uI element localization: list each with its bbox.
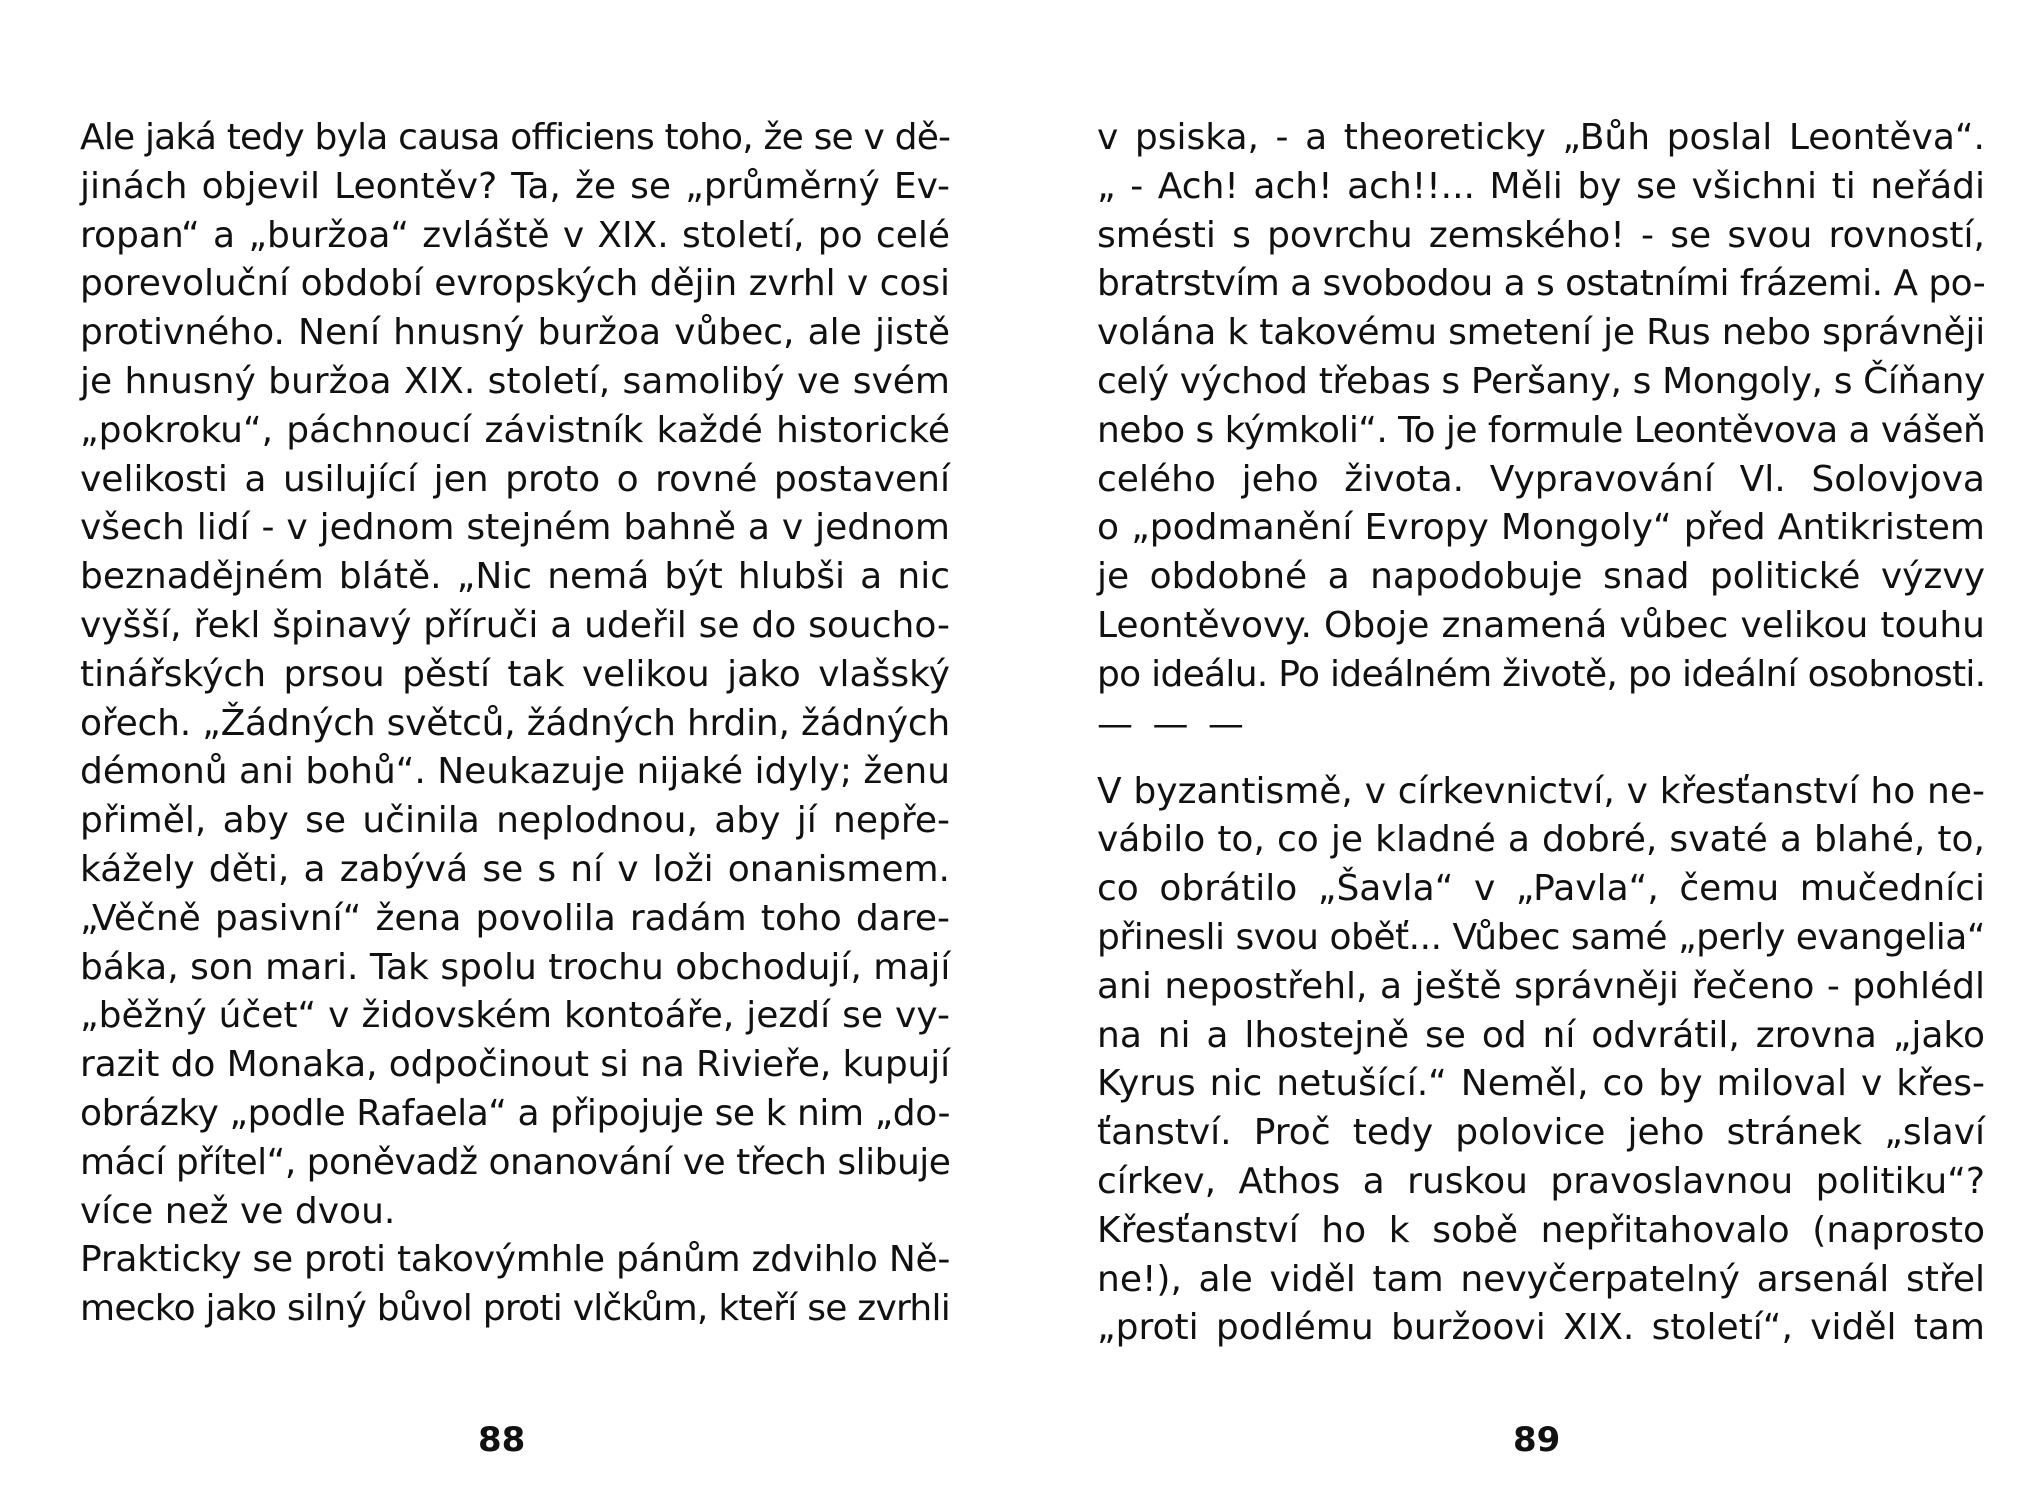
text-line: Kyrus nic netušící.“ Neměl, co by miloval v křes-: [1097, 1063, 1985, 1105]
text-line: přiměl, aby se učinila neplodnou, aby jí nepře-: [80, 800, 950, 842]
text-line: vábilo to, co je kladné a dobré, svaté a blahé, to,: [1097, 819, 1985, 861]
text-line: smésti s povrchu zemského! - se svou rovností,: [1097, 214, 1985, 256]
text-line: více než ve dvou.: [80, 1190, 396, 1232]
text-line: „ - Ach! ach! ach!!... Měli by se všichni ti neřádi: [1097, 165, 1985, 207]
text-line: kážely děti, a zabývá se s ní v loži onanismem.: [80, 848, 950, 890]
text-line: obrázky „podle Rafaela“ a připojuje se k nim „do-: [80, 1092, 950, 1134]
text-line: na ni a lhostejně se od ní odvrátil, zrovna „jako: [1097, 1014, 1985, 1056]
text-line: jinách objevil Leontěv? Ta, že se „průměrný Ev-: [80, 165, 950, 207]
text-line: ťanství. Proč tedy polovice jeho stránek „slaví: [1097, 1112, 1985, 1154]
right-page-text-continued: [1097, 768, 1985, 1354]
text-line: démonů ani bohů“. Neukazuje nijaké idyly; ženu: [80, 751, 950, 793]
text-line: o „podmanění Evropy Mongoly“ před Antikristem: [1097, 507, 1985, 549]
text-line: porevoluční období evropských dějin zvrhl v cosi: [80, 263, 950, 305]
text-line: ořech. „Žádných světců, žádných hrdin, žádných: [80, 702, 950, 744]
text-line: mácí přítel“, poněvadž onanování ve třech slibuje: [80, 1141, 951, 1183]
left-page: [80, 114, 950, 1334]
text-line: nebo s kýmkoli“. To je formule Leontěvova a vášeň: [1097, 409, 1986, 451]
text-line: „proti podlému buržoovi XIX. století“, viděl tam: [1097, 1307, 1985, 1349]
left-page-text: [80, 114, 950, 1334]
page-number-left: 88: [478, 1420, 526, 1460]
text-line: je hnusný buržoa XIX. století, samolibý ve svém: [80, 360, 950, 402]
text-line: mecko jako silný bůvol proti vlčkům, kteří se zvrhli: [80, 1288, 950, 1330]
page-number-right: 89: [1513, 1420, 1561, 1460]
text-line: báka, son mari. Tak spolu trochu obchodují, mají: [80, 946, 951, 988]
text-line: po ideálu. Po ideálném životě, po ideální osobnosti.: [1097, 653, 1986, 695]
text-line: tinářských prsou pěstí tak velikou jako vlašský: [80, 653, 950, 695]
text-line: církev, Athos a ruskou pravoslavnou politiku“?: [1097, 1160, 1985, 1202]
text-line: co obrátilo „Šavla“ v „Pavla“, čemu mučedníci: [1097, 868, 1985, 910]
text-line: vyšší, řekl špinavý příruči a udeřil se do soucho-: [80, 604, 950, 646]
right-page-text: [1097, 114, 1985, 700]
text-line: ropan“ a „buržoa“ zvláště v XIX. století, po celé: [80, 214, 950, 256]
right-page: [1097, 114, 1985, 1353]
text-line: protivného. Není hnusný buržoa vůbec, ale jistě: [80, 312, 950, 354]
text-line: celý východ třebas s Peršany, s Mongoly, s Číňany: [1097, 360, 1985, 402]
text-line: V byzantismě, v církevnictví, v křesťanství ho ne-: [1097, 770, 1985, 812]
text-line: Prakticky se proti takovýmhle pánům zdvihlo Ně-: [80, 1239, 951, 1281]
text-line: ani nepostřehl, a ještě správněji řečeno - pohlédl: [1097, 965, 1985, 1007]
text-line: je obdobné a napodobuje snad politické výzvy: [1097, 556, 1985, 598]
text-line: v psiska, - a theoreticky „Bůh poslal Leontěva“.: [1097, 117, 1985, 158]
section-separator: — — —: [1097, 703, 1248, 745]
text-line: ne!), ale viděl tam nevyčerpatelný arsenál střel: [1097, 1258, 1985, 1300]
text-line: razit do Monaka, odpočinout si na Rivieře, kupují: [80, 1044, 950, 1086]
text-line: „běžný účet“ v židovském kontoáře, jezdí se vy-: [80, 995, 950, 1037]
text-line: Leontěvovy. Oboje znamená vůbec velikou touhu: [1097, 604, 1985, 646]
text-line: „Věčně pasivní“ žena povolila radám toho dare-: [80, 897, 950, 939]
text-line: „pokroku“, páchnoucí závistník každé historické: [80, 409, 950, 451]
text-line: přinesli svou oběť... Vůbec samé „perly evangelia“: [1097, 916, 1986, 958]
text-line: Křesťanství ho k sobě nepřitahovalo (naprosto: [1097, 1209, 1985, 1251]
text-line: velikosti a usilující jen proto o rovné postavení: [80, 458, 950, 500]
text-line: volána k takovému smetení je Rus nebo správněji: [1097, 312, 1986, 354]
text-line: všech lidí - v jednom stejném bahně a v jednom: [80, 507, 950, 549]
text-line: beznadějném blátě. „Nic nemá být hlubši a nic: [80, 556, 950, 598]
text-line: bratrstvím a svobodou a s ostatními frázemi. A po-: [1097, 263, 1986, 305]
text-line: celého jeho života. Vypravování Vl. Solovjova: [1097, 458, 1985, 500]
text-line: Ale jaká tedy byla causa officiens toho, že se v dě-: [80, 117, 951, 158]
